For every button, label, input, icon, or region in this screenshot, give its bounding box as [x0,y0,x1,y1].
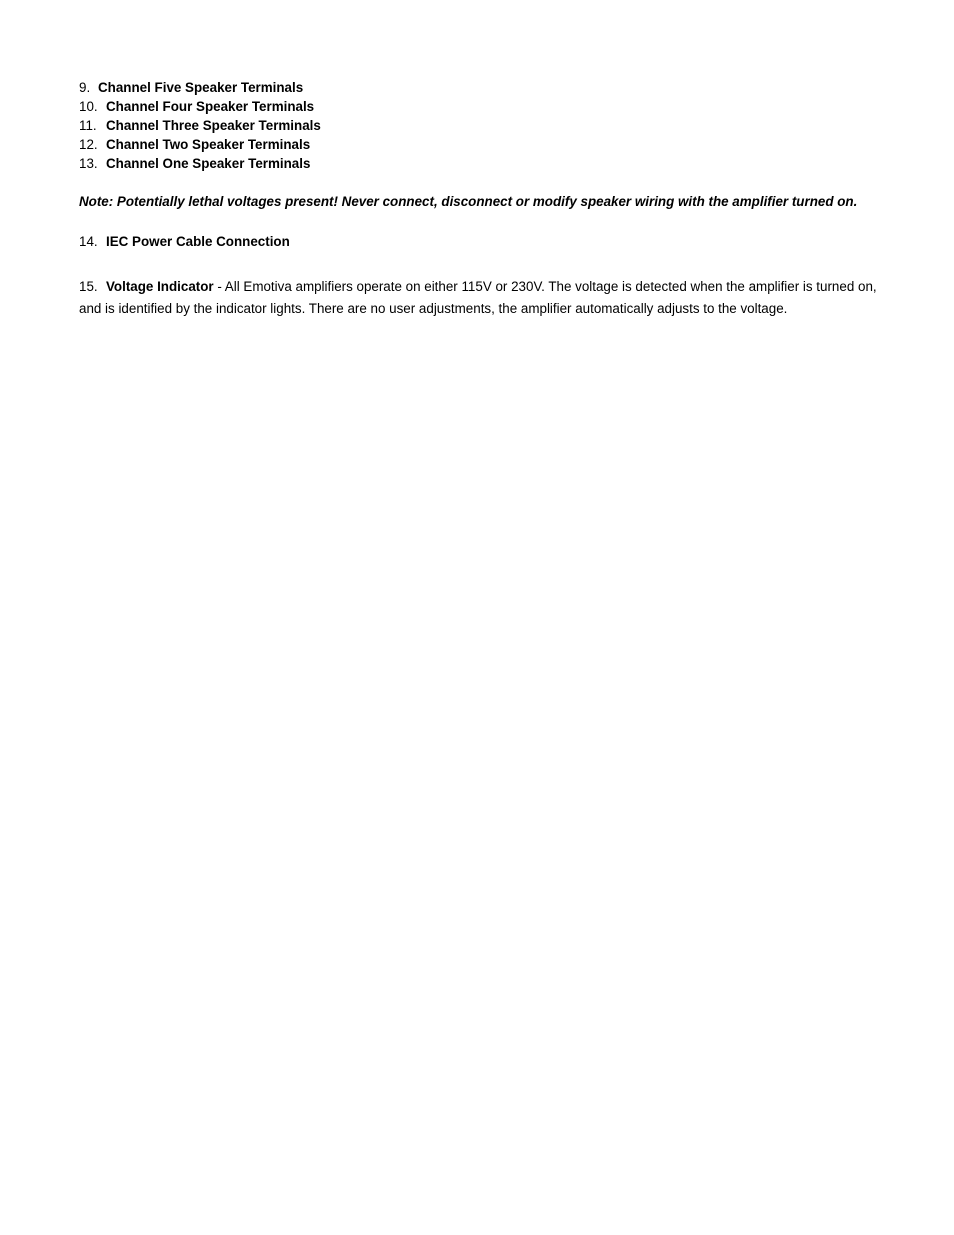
item-number: 13. [79,156,98,171]
list-item [79,116,879,135]
item-number: 12. [79,137,98,152]
item-label: Channel Five Speaker Terminals [98,80,304,95]
list-item [79,97,879,116]
terminal-list [79,78,879,173]
safety-note: Note: Potentially lethal voltages present! Never connect, disconnect or modify speaker wiring with the amplifier turned on. [79,194,858,209]
item-number: 9. [79,80,91,95]
item-label: Channel One Speaker Terminals [106,156,311,171]
item-label: Channel Four Speaker Terminals [106,99,315,114]
item-label: IEC Power Cable Connection [106,234,290,249]
document-page [79,78,879,319]
list-item-voltage-indicator [79,276,879,319]
list-item [79,78,879,97]
item-number: 10. [79,99,98,114]
list-item [79,135,879,154]
list-item-iec-power [79,232,879,251]
item-number: 14. [79,234,98,249]
item-number: 15. [79,279,98,294]
item-label: Channel Three Speaker Terminals [106,118,321,133]
item-label: Voltage Indicator [106,279,214,294]
item-description: - All Emotiva amplifiers operate on either 115V or 230V. The voltage is detected when the amplifier is turned on, and is identified by the indicator lights. There are no user adjustments, the amplifier automatically adjusts to the voltage. [79,279,877,316]
item-label: Channel Two Speaker Terminals [106,137,311,152]
list-item [79,154,879,173]
item-number: 11. [79,118,97,133]
